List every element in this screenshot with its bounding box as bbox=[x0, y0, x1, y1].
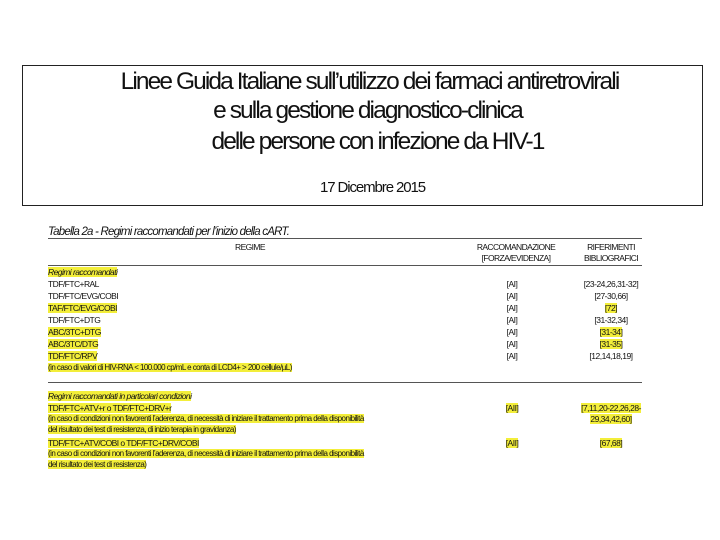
header-recommendation-2: [FORZA/EVIDENZA] bbox=[481, 253, 551, 263]
rec-cell bbox=[492, 438, 532, 448]
table-row bbox=[48, 291, 118, 301]
table-caption: Tabella 2a - Regimi raccomandati per l’inizio della cART. bbox=[48, 226, 289, 238]
ref-cell: [31-32,34] bbox=[594, 315, 628, 325]
title-line-3: delle persone con infezione da HIV-1 bbox=[211, 128, 544, 155]
ref-cell bbox=[566, 438, 656, 448]
table-row bbox=[48, 403, 171, 413]
title-box bbox=[22, 65, 703, 206]
rec-cell: [AI] bbox=[506, 303, 518, 313]
header-bottom-rule bbox=[48, 265, 642, 266]
regime-cell: TDF/FTC+DTG bbox=[48, 315, 101, 325]
rpv-note bbox=[48, 363, 292, 373]
table-top-rule bbox=[48, 238, 642, 239]
document-date: 17 Dicembre 2015 bbox=[320, 179, 425, 196]
table-row bbox=[48, 315, 100, 325]
table-row bbox=[48, 351, 97, 361]
ref-highlight: [31-35] bbox=[599, 339, 623, 349]
regime-note bbox=[48, 449, 364, 459]
rec-cell: [AI] bbox=[506, 279, 518, 289]
ref-cell bbox=[566, 403, 656, 413]
rec-cell: [AI] bbox=[506, 351, 518, 361]
ref-highlight: [72] bbox=[604, 303, 618, 313]
header-recommendation-1: RACCOMANDAZIONE bbox=[476, 242, 556, 252]
regime-cell: ABC/3TC/DTG bbox=[48, 339, 99, 349]
regime-cell: TDF/FTC/RPV bbox=[48, 351, 98, 361]
regime-note-text: (in caso di condizioni non favorenti l’aderenza, di necessità di iniziare il trattamento prima della disponibilità bbox=[48, 449, 364, 458]
rec-highlight: [AII] bbox=[505, 438, 519, 448]
ref-highlight: [31-34] bbox=[599, 327, 623, 337]
table-row bbox=[48, 438, 199, 448]
rec-cell: [AI] bbox=[506, 327, 518, 337]
ref-cell: [27-30,66] bbox=[594, 291, 628, 301]
regime-note-text: (in caso di condizioni non favorenti l’aderenza, di necessità di iniziare il trattamento prima della disponibilità bbox=[48, 414, 364, 423]
rec-cell bbox=[492, 403, 532, 413]
ref-cell bbox=[566, 339, 656, 349]
section-special-label: Regimi raccomandati in particolari condizioni bbox=[48, 391, 192, 401]
regime-cell: TDF/FTC+RAL bbox=[48, 279, 99, 289]
regime-cell: ABC/3TC+DTG bbox=[48, 327, 101, 337]
ref-cell: [23-24,26,31-32] bbox=[583, 279, 639, 289]
ref-cell: [12,14,18,19] bbox=[589, 351, 633, 361]
ref-cell bbox=[566, 303, 656, 313]
ref-cell bbox=[566, 327, 656, 337]
regime-cell: TAF/FTC/EVG/COBI bbox=[48, 303, 117, 313]
title-line-1: Linee Guida Italiane sull’utilizzo dei farmaci antiretrovirali bbox=[120, 68, 619, 95]
section-separator-rule bbox=[48, 382, 642, 383]
ref-highlight: [67,68] bbox=[599, 438, 623, 448]
header-references-1: RIFERIMENTI bbox=[587, 242, 635, 252]
section-special-conditions bbox=[48, 391, 191, 401]
header-references-2: BIBLIOGRAFICI bbox=[583, 253, 639, 263]
rec-cell: [AI] bbox=[506, 339, 518, 349]
regime-note bbox=[48, 425, 236, 435]
regime-note-text: del risultato dei test di resistenza) bbox=[48, 460, 147, 469]
ref-highlight: [7,11,20-22,26,28- bbox=[581, 403, 641, 413]
regime-cell: TDF/FTC/EVG/COBI bbox=[48, 291, 119, 301]
rpv-note-text: (in caso di valori di HIV-RNA < 100.000 cp/mL e conta di LCD4+ > 200 cellule/µL) bbox=[48, 363, 292, 372]
regime-note bbox=[48, 414, 364, 424]
header-regime: REGIME bbox=[235, 242, 265, 252]
table-row bbox=[48, 327, 101, 337]
section-recommended bbox=[48, 267, 117, 277]
rec-cell: [AI] bbox=[506, 291, 518, 301]
title-line-2: e sulla gestione diagnostico-clinica bbox=[213, 97, 522, 124]
section-recommended-label: Regimi raccomandati bbox=[48, 267, 118, 277]
table-row bbox=[48, 279, 99, 289]
table-row bbox=[48, 339, 98, 349]
regime-cell: TDF/FTC+ATV+r o TDF/FTC+DRV+r bbox=[48, 403, 172, 413]
ref-highlight: 29,34,42,60] bbox=[590, 414, 632, 424]
rec-cell: [AI] bbox=[506, 315, 518, 325]
rec-highlight: [AII] bbox=[505, 403, 519, 413]
table-row bbox=[48, 303, 117, 313]
regime-note-text: del risultato dei test di resistenza, di inizio terapia in gravidanza) bbox=[48, 425, 236, 434]
ref-cell bbox=[566, 414, 656, 424]
regime-cell: TDF/FTC+ATV/COBI o TDF/FTC+DRV/COBI bbox=[48, 438, 199, 448]
regime-note bbox=[48, 460, 146, 470]
